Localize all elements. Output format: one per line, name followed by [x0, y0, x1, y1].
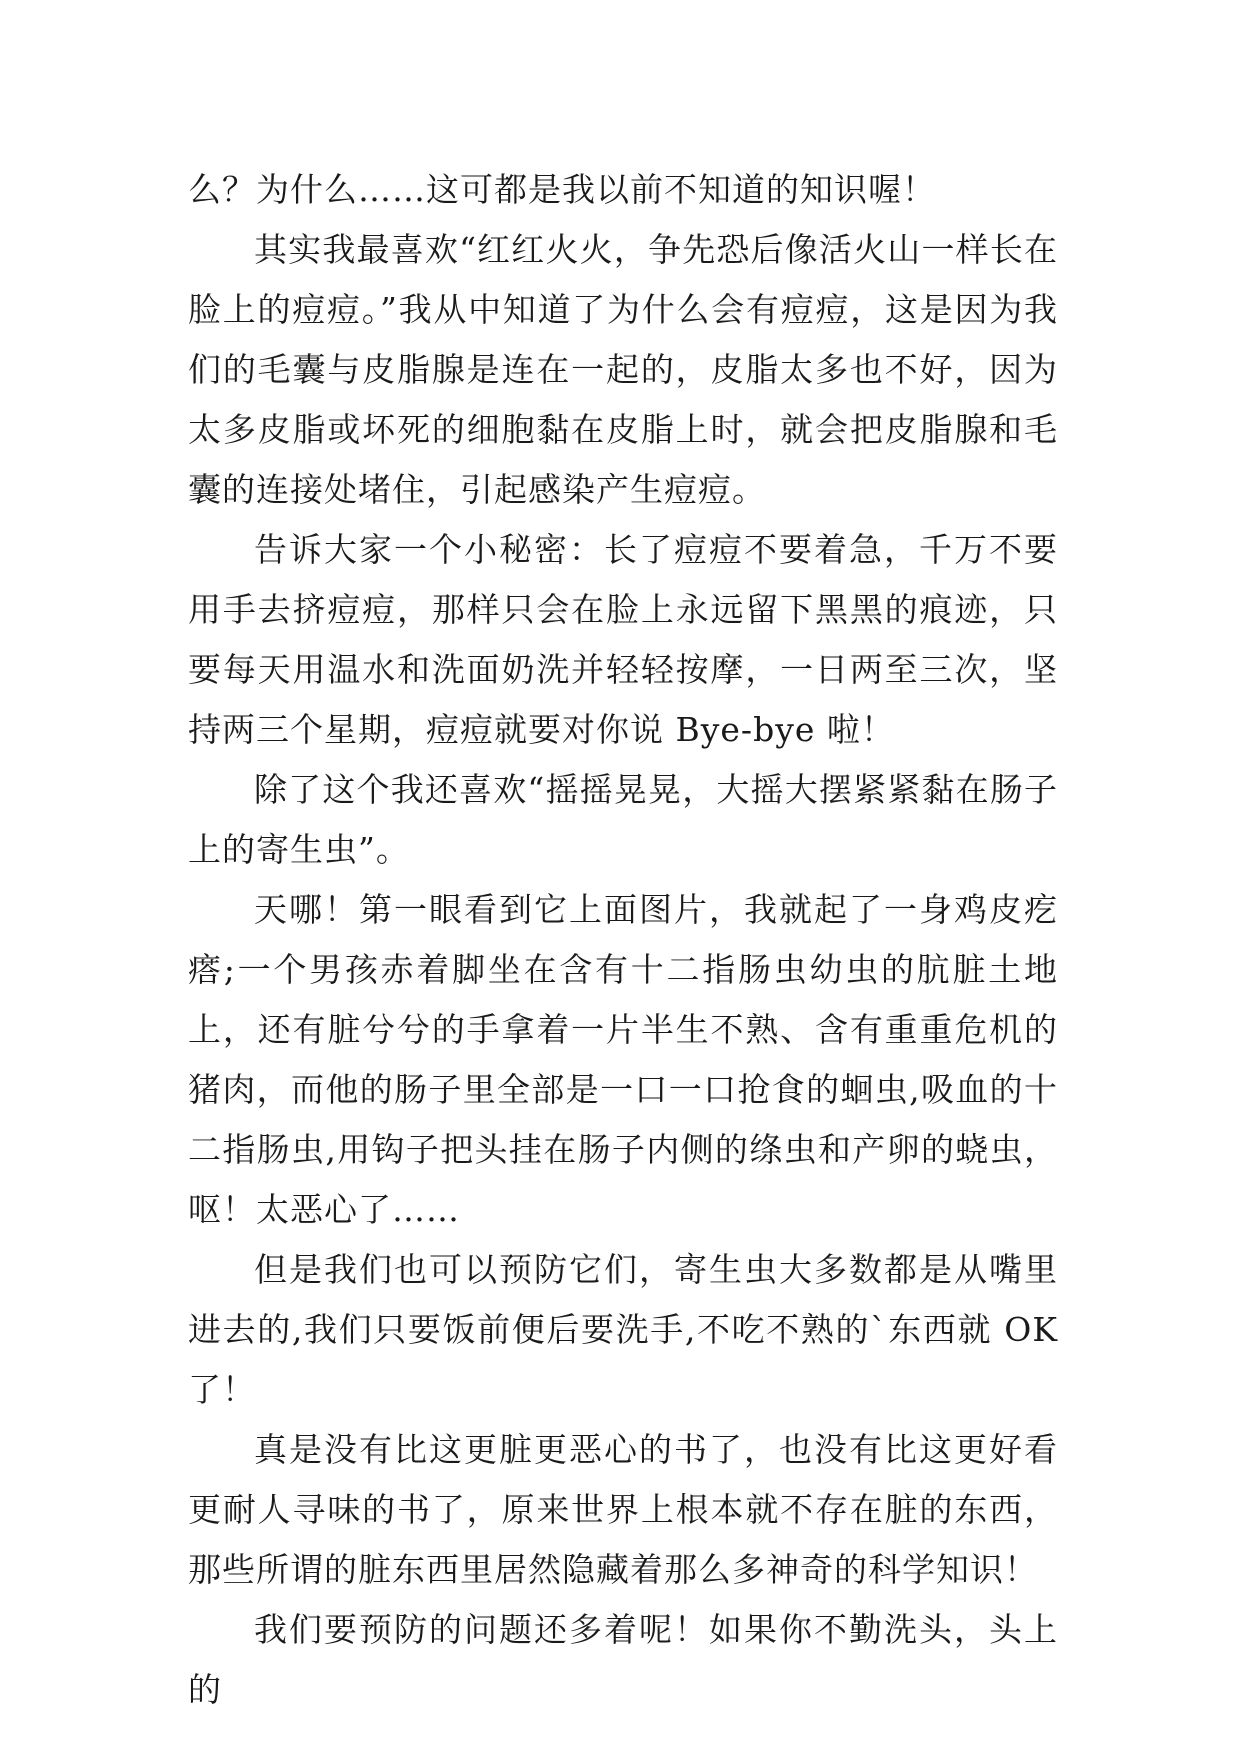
paragraph-1: 么？为什么……这可都是我以前不知道的知识喔！ — [188, 170, 936, 209]
paragraph-8: 我们要预防的问题还多着呢！如果你不勤洗头，头上的 — [188, 1610, 1058, 1709]
paragraph-3: 告诉大家一个小秘密：长了痘痘不要着急，千万不要用手去挤痘痘，那样只会在脸上永远留下黑黑的痕迹，只要每天用温水和洗面奶洗并轻轻按摩，一日两至三次，坚持两三个星期，痘痘就要对你说 Bye-bye 啦！ — [188, 530, 1058, 749]
paragraph-4: 除了这个我还喜欢“摇摇晃晃，大摇大摆紧紧黏在肠子上的寄生虫”。 — [188, 770, 1058, 869]
body-text — [188, 160, 1058, 1720]
paragraph-2: 其实我最喜欢“红红火火，争先恐后像活火山一样长在脸上的痘痘。”我从中知道了为什么会有痘痘，这是因为我们的毛囊与皮脂腺是连在一起的，皮脂太多也不好，因为太多皮脂或坏死的细胞黏在皮脂上时，就会把皮脂腺和毛囊的连接处堵住，引起感染产生痘痘。 — [188, 230, 1058, 509]
paragraph-6: 但是我们也可以预防它们，寄生虫大多数都是从嘴里进去的,我们只要饭前便后要洗手,不吃不熟的`东西就 OK 了！ — [188, 1250, 1058, 1409]
paragraph-7: 真是没有比这更脏更恶心的书了，也没有比这更好看更耐人寻味的书了，原来世界上根本就不存在脏的东西，那些所谓的脏东西里居然隐藏着那么多神奇的科学知识！ — [188, 1430, 1058, 1589]
paragraph-5: 天哪！第一眼看到它上面图片，我就起了一身鸡皮疙瘩;一个男孩赤着脚坐在含有十二指肠虫幼虫的肮脏土地上，还有脏兮兮的手拿着一片半生不熟、含有重重危机的猪肉，而他的肠子里全部是一口一口抢食的蛔虫,吸血的十二指肠虫,用钩子把头挂在肠子内侧的绦虫和产卵的蛲虫，呕！太恶心了…… — [188, 890, 1058, 1229]
